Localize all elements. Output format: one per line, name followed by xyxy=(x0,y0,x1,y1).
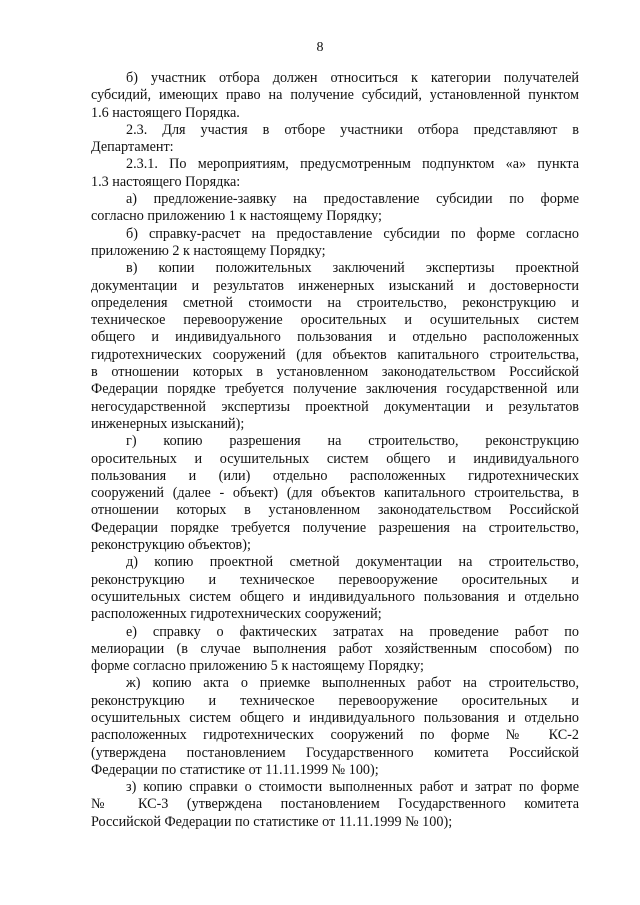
paragraph-g-permit xyxy=(91,433,579,554)
text-line: реконструкцию и техническое перевооружение оросительных и xyxy=(91,571,579,588)
paragraph-2-3-1 xyxy=(91,156,579,191)
text-line: Федерации по статистике от 11.11.1999 № 100); xyxy=(91,761,379,778)
text-line: ж) копию акта о приемке выполненных работ на строительство, xyxy=(126,675,579,692)
text-line: сооружений (далее - объект) (для объектов капитального строительства, в xyxy=(91,485,579,502)
text-line: в отношении которых в установленном законодательством Российской xyxy=(91,364,579,381)
paragraph-a-proposal xyxy=(91,191,579,226)
text-line: форме согласно приложению 5 к настоящему Порядку; xyxy=(91,658,424,675)
text-line: е) справку о фактических затратах на проведение работ по xyxy=(126,623,579,640)
text-line: б) справку-расчет на предоставление субсидии по форме согласно xyxy=(126,225,579,242)
text-line: отношении которых в установленном законодательством Российской xyxy=(91,502,579,519)
text-line: реконструкцию объектов); xyxy=(91,537,251,554)
text-line: техническое перевооружение оросительных и осушительных систем xyxy=(91,312,579,329)
paragraph-zh-act xyxy=(91,675,579,779)
paragraph-d-estimate xyxy=(91,554,579,623)
paragraph-v-expertise xyxy=(91,260,579,433)
paragraph-e-costs xyxy=(91,624,579,676)
text-line: субсидий, имеющих право на получение субсидий, установленной пунктом xyxy=(91,87,579,104)
text-line: Российской Федерации по статистике от 11.11.1999 № 100); xyxy=(91,813,453,830)
text-line: приложению 2 к настоящему Порядку; xyxy=(91,242,326,259)
text-line: расположенных гидротехнических сооружений по форме № КС-2 xyxy=(91,727,579,744)
text-line: определения сметной стоимости на строительство, реконструкцию и xyxy=(91,294,579,311)
text-line: Федерации порядке требуется получение разрешения на строительство, xyxy=(91,519,579,536)
text-line: негосударственной экспертизы проектной документации и результатов xyxy=(91,398,579,415)
text-line: 2.3.1. По мероприятиям, предусмотренным подпунктом «а» пункта xyxy=(126,156,579,173)
text-line: № КС-3 (утверждена постановлением Государственного комитета xyxy=(91,796,579,813)
text-line: б) участник отбора должен относиться к категории получателей xyxy=(126,70,579,86)
text-line: расположенных гидротехнических сооружений; xyxy=(91,606,382,623)
paragraph-b-calc xyxy=(91,226,579,261)
document-body xyxy=(91,70,579,831)
text-line: осушительных систем общего и индивидуального пользования и отдельно xyxy=(91,588,579,605)
text-line: гидротехнических сооружений (для объектов капитального строительства, xyxy=(91,346,579,363)
paragraph-b-participant xyxy=(91,70,579,122)
paragraph-z-cost-cert xyxy=(91,779,579,831)
text-line: Департамент: xyxy=(91,139,174,156)
text-line: 1.3 настоящего Порядка: xyxy=(91,173,241,190)
paragraph-2-3 xyxy=(91,122,579,157)
text-line: Федерации порядке требуется получение заключения государственной или xyxy=(91,381,579,398)
text-line: (утверждена постановлением Государственного комитета Российской xyxy=(91,744,579,761)
text-line: реконструкцию и техническое перевооружение оросительных и xyxy=(91,692,579,709)
text-line: мелиорации (в случае выполнения работ хозяйственным способом) по xyxy=(91,640,579,657)
page-number: 8 xyxy=(316,40,324,55)
text-line: пользования и (или) отдельно расположенных гидротехнических xyxy=(91,467,579,484)
text-line: а) предложение-заявку на предоставление субсидии по форме xyxy=(126,191,579,208)
text-line: общего и индивидуального пользования и отдельно расположенных xyxy=(91,329,579,346)
text-line: документации и результатов инженерных изысканий и достоверности xyxy=(91,277,579,294)
text-line: оросительных и осушительных систем общего и индивидуального xyxy=(91,450,579,467)
text-line: осушительных систем общего и индивидуального пользования и отдельно xyxy=(91,709,579,726)
text-line: д) копию проектной сметной документации на строительство, xyxy=(126,554,579,571)
text-line: з) копию справки о стоимости выполненных работ и затрат по форме xyxy=(126,779,579,796)
text-line: в) копии положительных заключений экспертизы проектной xyxy=(126,260,579,277)
text-line: 1.6 настоящего Порядка. xyxy=(91,104,240,121)
text-line: 2.3. Для участия в отборе участники отбора представляют в xyxy=(126,121,579,138)
text-line: г) копию разрешения на строительство, реконструкцию xyxy=(126,433,579,450)
text-line: инженерных изысканий); xyxy=(91,415,245,432)
text-line: согласно приложению 1 к настоящему Порядку; xyxy=(91,208,382,225)
